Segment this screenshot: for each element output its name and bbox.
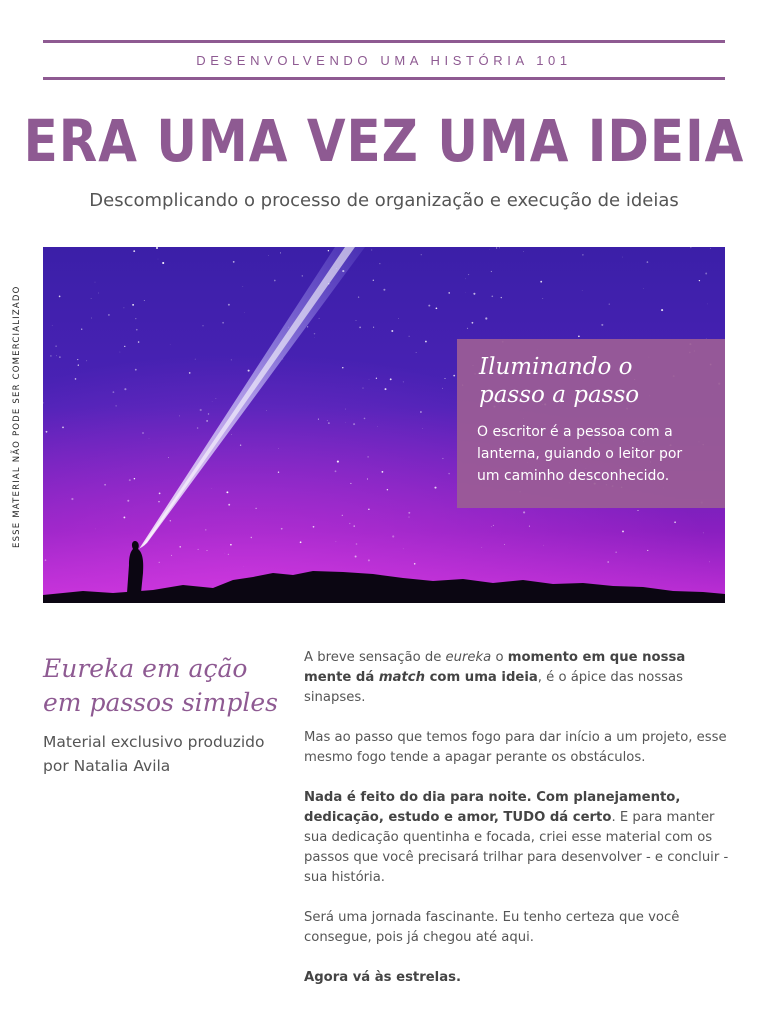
paragraph-2: Mas ao passo que temos fogo para dar início a um projeto, esse mesmo fogo tende a apagar perante os obstáculos.	[304, 730, 727, 765]
paragraph-3: Nada é feito do dia para noite. Com planejamento, dedicação, estudo e amor, TUDO dá certo. E para manter sua dedicação quentinha e focada, criei esse material com os passos que você precisará trilhar para desenvolver - e concluir - sua história.	[304, 790, 729, 885]
page-subtitle: Descomplicando o processo de organização e execução de ideias	[89, 190, 679, 211]
section-heading-block	[43, 652, 288, 778]
section-title: Eureka em ação em passos simples	[43, 654, 278, 717]
page-title: ERA UMA VEZ UMA IDEIA	[23, 108, 745, 175]
overlay-title: Iluminando o passo a passo	[479, 354, 640, 408]
section-subtitle: Material exclusivo produzido por Natalia Avila	[43, 733, 265, 775]
top-rule	[43, 40, 725, 43]
paragraph-5: Agora vá às estrelas.	[304, 970, 461, 985]
hero-overlay-card	[457, 339, 725, 508]
paragraph-4: Será uma jornada fascinante. Eu tenho certeza que você consegue, pois já chegou até aqui.	[304, 910, 680, 945]
kicker-rule	[43, 77, 725, 80]
side-note: ESSE MATERIAL NÃO PODE SER COMERCIALIZADO	[12, 285, 22, 548]
overlay-text: O escritor é a pessoa com a lanterna, guiando o leitor por um caminho desconhecido.	[477, 424, 683, 484]
paragraph-1: A breve sensação de eureka o momento em que nossa mente dá match com uma ideia, é o ápice das nossas sinapses.	[304, 650, 686, 705]
body-text	[304, 648, 734, 1008]
kicker: DESENVOLVENDO UMA HISTÓRIA 101	[196, 53, 572, 68]
